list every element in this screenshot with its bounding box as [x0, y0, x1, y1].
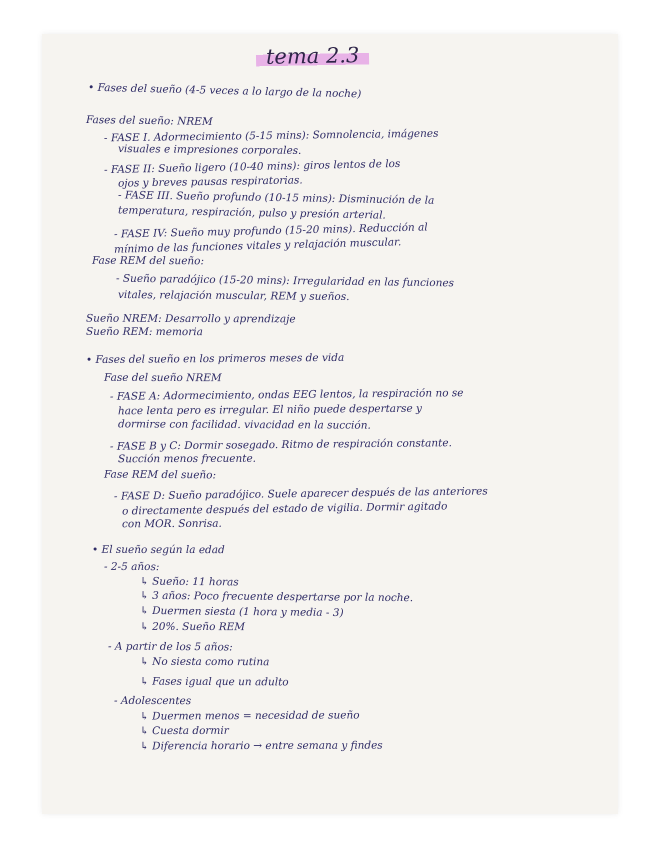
text-line: - FASE A: Adormecimiento, ondas EEG lentos, la respiración no se — [109, 387, 464, 403]
text-line: ojos y breves pausas respiratorias. — [117, 174, 303, 190]
list-item: ↳ Fases igual que un adulto — [139, 675, 289, 689]
list-item: ↳ Diferencia horario → entre semana y findes — [139, 739, 383, 753]
text-line: dormirse con facilidad. vivacidad en la succión. — [117, 418, 371, 432]
text-line: - Sueño paradójico (15-20 mins): Irregularidad en las funciones — [115, 272, 455, 290]
text-line: - FASE II: Sueño ligero (10-40 mins): giros lentos de los — [103, 157, 401, 177]
text-line: o directamente después del estado de vigilia. Dormir agitado — [121, 500, 448, 518]
age-group: - 2-5 años: — [103, 560, 160, 574]
text-line: temperatura, respiración, pulso y presión arterial. — [117, 204, 386, 222]
text-line: - FASE B y C: Dormir sosegado. Ritmo de respiración constante. — [109, 437, 452, 453]
text-line: vitales, relajación muscular, REM y sueños. — [117, 288, 350, 304]
list-item: ↳ No siesta como rutina — [139, 655, 270, 669]
text-line: - FASE IV: Sueño muy profundo (15-20 mins). Reducción al — [113, 221, 428, 241]
list-item: ↳ Cuesta dormir — [139, 724, 229, 738]
text-line: mínimo de las funciones vitales y relajación muscular. — [113, 236, 402, 256]
text-line: - FASE D: Sueño paradójico. Suele aparecer después de las anteriores — [113, 485, 488, 503]
list-item: ↳ Duermen siesta (1 hora y media - 3) — [139, 604, 344, 620]
text-line: hace lenta pero es irregular. El niño puede despertarse y — [117, 402, 422, 418]
list-item: ↳ 3 años: Poco frecuente despertarse por la noche. — [139, 589, 414, 605]
list-item: ↳ 20%. Sueño REM — [139, 620, 246, 634]
text-line: visuales e impresiones corporales. — [117, 143, 302, 157]
page-title: tema 2.3 — [256, 43, 370, 71]
text-line: Succión menos frecuente. — [117, 452, 257, 466]
bullet-heading: • Fases del sueño en los primeros meses de vida — [85, 351, 345, 367]
text-line: con MOR. Sonrisa. — [121, 517, 222, 531]
bullet-heading: • El sueño según la edad — [91, 543, 225, 557]
text-line: Sueño NREM: Desarrollo y aprendizaje — [85, 312, 296, 326]
section-heading: Fases del sueño: NREM — [85, 114, 213, 128]
bullet-heading: • Fases del sueño (4-5 veces a lo largo de la noche) — [87, 81, 362, 101]
text-line: - FASE III. Sueño profundo (10-15 mins): Disminución de la — [117, 189, 435, 207]
age-group: - Adolescentes — [113, 694, 192, 708]
list-item: ↳ Sueño: 11 horas — [139, 575, 239, 589]
notebook-page — [42, 34, 618, 814]
text-line: - FASE I. Adormecimiento (5-15 mins): Somnolencia, imágenes — [103, 127, 439, 145]
list-item: ↳ Duermen menos = necesidad de sueño — [139, 709, 360, 723]
section-heading: Fase del sueño NREM — [103, 371, 222, 385]
text-line: Sueño REM: memoria — [85, 325, 203, 339]
section-heading: Fase REM del sueño: — [103, 468, 217, 482]
section-heading: Fase REM del sueño: — [91, 254, 205, 268]
age-group: - A partir de los 5 años: — [107, 640, 233, 654]
